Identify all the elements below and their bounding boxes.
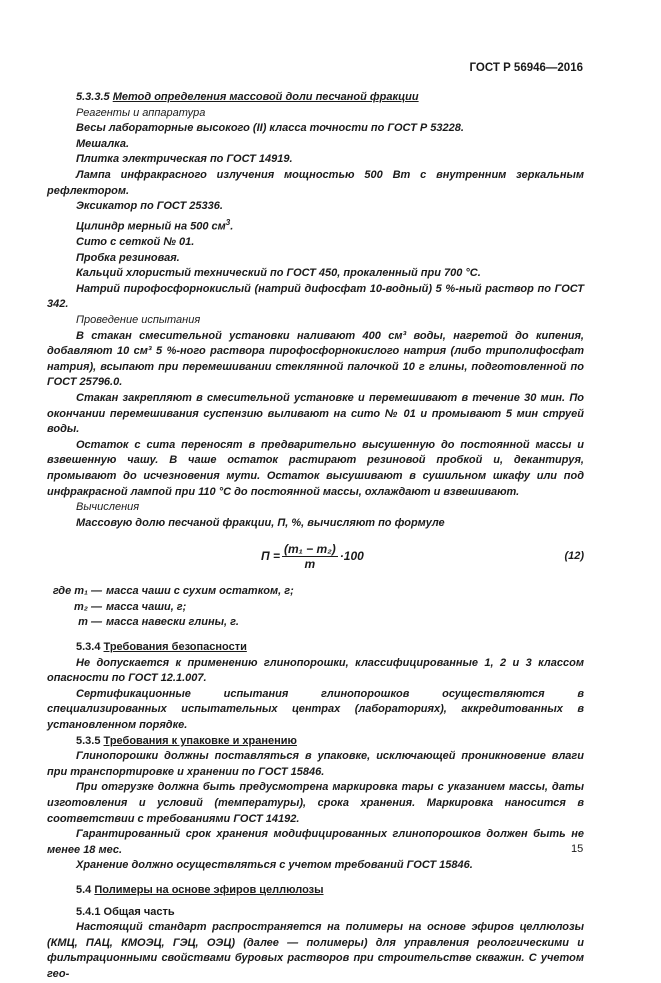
where-label: m₂ —	[73, 600, 102, 613]
packaging-paragraph: При отгрузке должна быть предусмотрена маркировка тары с указанием массы, даты изготовления и условий (температуры), срока хранения. Маркировка наносится в соответствии с требованиями ГОСТ 14192.	[47, 781, 584, 825]
procedure-paragraph: В стакан смесительной установки наливают 400 см³ воды, нагретой до кипения, добавляют 10 см³ 5 %-ного раствора пирофосфорнокислого натрия (либо триполифосфат натрия), всыпают при перемешивании стеклянной палочкой 10 г глины, подготовленной по ГОСТ 25796.0.	[47, 329, 584, 389]
where-row	[47, 600, 584, 616]
section-5-3-4-heading	[47, 640, 584, 656]
section-title: Полимеры на основе эфиров целлюлозы	[94, 883, 324, 896]
formula-numerator: (m₁ − m₂)	[283, 542, 336, 557]
cylinder-end: .	[230, 220, 234, 233]
section-5-4-1-heading	[47, 905, 584, 921]
where-text: масса чаши, г;	[106, 600, 187, 613]
calc-text: Массовую долю песчаной фракции, П, %, вычисляют по формуле	[76, 516, 445, 529]
document-body	[47, 90, 584, 983]
formula-lhs: П =	[261, 548, 280, 563]
procedure-paragraph: Остаток с сита переносят в предварительно высушенную до постоянной массы и взвешенную чашу. В чаше остаток растирают резиновой пробкой и, декантируя, промывают до исчезновения мути. Остаток высушивают в сушильном шкафу или под инфракрасной лампой при 110 °С до постоянной массы, охлаждают и взвешивают.	[47, 438, 584, 498]
formula-rhs: ·100	[339, 548, 364, 563]
section-number: 5.3.4	[76, 641, 101, 654]
reagent-item: Натрий пирофосфорнокислый (натрий дифосфат 10-водный) 5 %-ный раствор по ГОСТ 342.	[47, 282, 584, 311]
formula-fraction	[282, 542, 338, 571]
reagent-item-cylinder	[47, 215, 584, 235]
procedure-heading: Проведение испытания	[76, 313, 201, 326]
section-number: 5.4.1	[76, 905, 101, 918]
where-label: m —	[78, 616, 102, 629]
reagent-item: Мешалка.	[76, 137, 130, 150]
reagent-item: Пробка резиновая.	[76, 251, 180, 264]
spacer	[47, 874, 584, 883]
formula-block	[47, 542, 584, 576]
reagent-item: Лампа инфракрасного излучения мощностью 500 Вт с внутренним зеркальным рефлектором.	[47, 168, 584, 197]
formula-denominator: m	[304, 557, 316, 572]
safety-paragraph: Сертификационные испытания глинопорошков осуществляются в специализированных испытательных центрах (лабораториях), аккредитованных в установленном порядке.	[47, 687, 584, 732]
where-label: где m₁ —	[52, 585, 102, 598]
where-row	[47, 584, 584, 600]
reagent-item: Кальций хлористый технический по ГОСТ 450, прокаленный при 700 °С.	[76, 267, 481, 280]
section-number: 5.3.3.5	[76, 91, 110, 103]
page-number: 15	[571, 843, 584, 855]
spacer	[47, 631, 584, 640]
where-list	[47, 584, 584, 631]
cylinder-text: Цилиндр мерный на 500 см	[76, 220, 226, 233]
reagent-item: Весы лабораторные высокого (II) класса точности по ГОСТ Р 53228.	[76, 122, 464, 135]
reagent-item: Сито с сеткой № 01.	[76, 236, 195, 248]
safety-paragraph: Не допускается к применению глинопорошки, классифицированные 1, 2 и 3 классом опасности по ГОСТ 12.1.007.	[47, 656, 584, 685]
packaging-paragraph: Гарантированный срок хранения модифицированных глинопорошков должен быть не менее 18 мес.	[47, 828, 584, 856]
reagent-item: Плитка электрическая по ГОСТ 14919.	[76, 153, 293, 166]
general-paragraph: Настоящий стандарт распространяется на полимеры на основе эфиров целлюлозы (КМЦ, ПАЦ, КМОЭЦ, ГЭЦ, ОЭЦ) (далее — полимеры) для управления реологическими и фильтрационными свойствами буровых растворов при строительстве скважин. С учетом гео-	[47, 921, 584, 980]
section-5-3-5-heading	[47, 734, 584, 750]
where-row	[47, 615, 584, 631]
reagents-heading: Реагенты и аппаратура	[76, 106, 206, 119]
section-title: Требования к упаковке и хранению	[103, 734, 297, 747]
section-5-4-heading	[47, 883, 584, 899]
section-number: 5.4	[76, 883, 92, 896]
where-text: масса чаши с сухим остатком, г;	[106, 585, 294, 598]
section-5-3-3-5-heading	[47, 90, 584, 106]
formula	[261, 542, 364, 571]
section-number: 5.3.5	[76, 734, 101, 747]
cylinder-sup: 3	[225, 217, 231, 227]
section-title: Метод определения массовой доли песчаной фракции	[112, 91, 419, 103]
calc-heading: Вычисления	[76, 501, 140, 514]
section-title: Общая часть	[103, 905, 175, 918]
where-text: масса навески глины, г.	[106, 616, 239, 629]
packaging-paragraph: Глинопорошки должны поставляться в упаковке, исключающей проникновение влаги при транспортировке и хранении по ГОСТ 15846.	[47, 750, 584, 778]
section-title: Требования безопасности	[103, 641, 247, 654]
reagent-item: Эксикатор по ГОСТ 25336.	[76, 200, 223, 213]
packaging-paragraph: Хранение должно осуществляться с учетом требований ГОСТ 15846.	[76, 859, 473, 872]
standard-header: ГОСТ Р 56946—2016	[469, 62, 583, 74]
procedure-paragraph: Стакан закрепляют в смесительной установке и перемешивают в течение 30 мин. По окончании перемешивания суспензию выливают на сито № 01 и промывают 5 мин струей воды.	[47, 391, 584, 436]
equation-number: (12)	[564, 550, 584, 563]
